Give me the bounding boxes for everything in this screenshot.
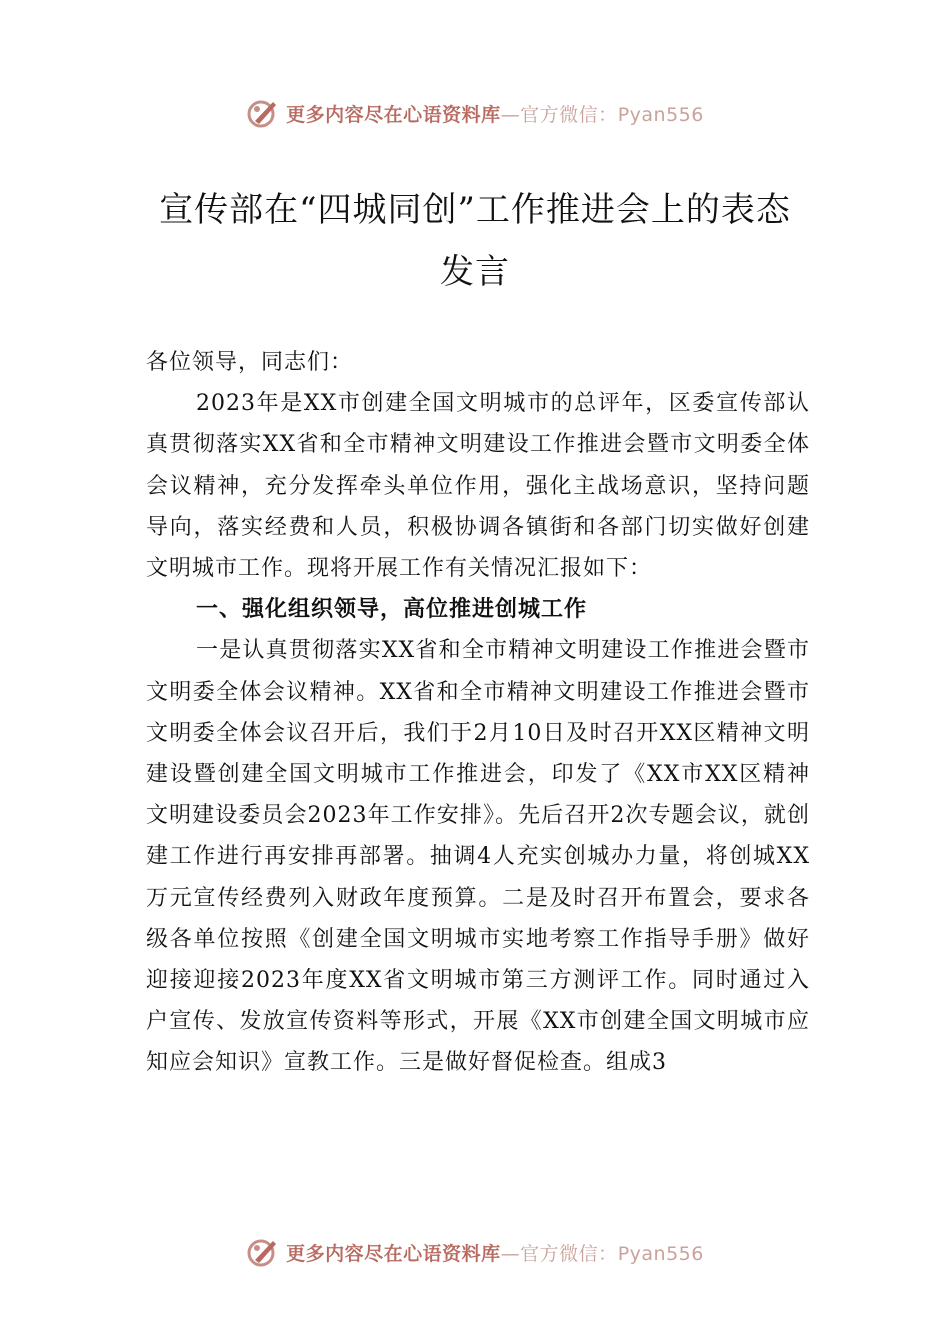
document-title (0, 179, 950, 303)
watermark-wechat-id: Pyan556 (617, 1242, 704, 1265)
section-1-paragraph: 一是认真贯彻落实XX省和全市精神文明建设工作推进会暨市文明委全体会议精神。XX省和全市精神文明建设工作推进会暨市文明委全体会议召开后，我们于2月10日及时召开XX区精神文明建设暨创建全国文明城市工作推进会，印发了《XX市XX区精神文明建设委员会2023年工作安排》。先后召开2次专题会议，就创建工作进行再安排再部署。抽调4人充实创城办力量，将创城XX万元宣传经费列入财政年度预算。二是及时召开布置会，要求各级各单位按照《创建全国文明城市实地考察工作指导手册》做好迎接迎接2023年度XX省文明城市第三方测评工作。同时通过入户宣传、发放宣传资料等形式，开展《XX市创建全国文明城市应知应会知识》宣教工作。三是做好督促检查。组成3 (146, 638, 810, 1076)
watermark-text (286, 1239, 704, 1266)
watermark-separator: — (500, 1242, 521, 1265)
watermark-separator: — (500, 103, 521, 126)
watermark-brand: 更多内容尽在心语资料库 (286, 103, 501, 126)
watermark-wechat-id: Pyan556 (617, 103, 704, 126)
title-line-1: 宣传部在“四城同创”工作推进会上的表态 (159, 190, 791, 230)
title-line-2: 发言 (440, 252, 510, 292)
watermark-brand: 更多内容尽在心语资料库 (286, 1242, 501, 1265)
header-watermark (0, 93, 950, 133)
section-1-heading: 一、强化组织领导，高位推进创城工作 (196, 597, 588, 623)
brush-logo-icon (246, 96, 280, 130)
watermark-wechat-label: 官方微信： (520, 1242, 618, 1265)
footer-watermark (0, 1232, 950, 1272)
watermark-wechat-label: 官方微信： (520, 103, 618, 126)
document-body (146, 342, 810, 1084)
salutation: 各位领导，同志们： (146, 350, 354, 375)
brush-logo-icon (246, 1235, 280, 1269)
intro-paragraph: 2023年是XX市创建全国文明城市的总评年，区委宣传部认真贯彻落实XX省和全市精神文明建设工作推进会暨市文明委全体会议精神，充分发挥牵头单位作用，强化主战场意识，坚持问题导向，落实经费和人员，积极协调各镇街和各部门切实做好创建文明城市工作。现将开展工作有关情况汇报如下： (146, 391, 810, 582)
watermark-text (286, 100, 704, 127)
